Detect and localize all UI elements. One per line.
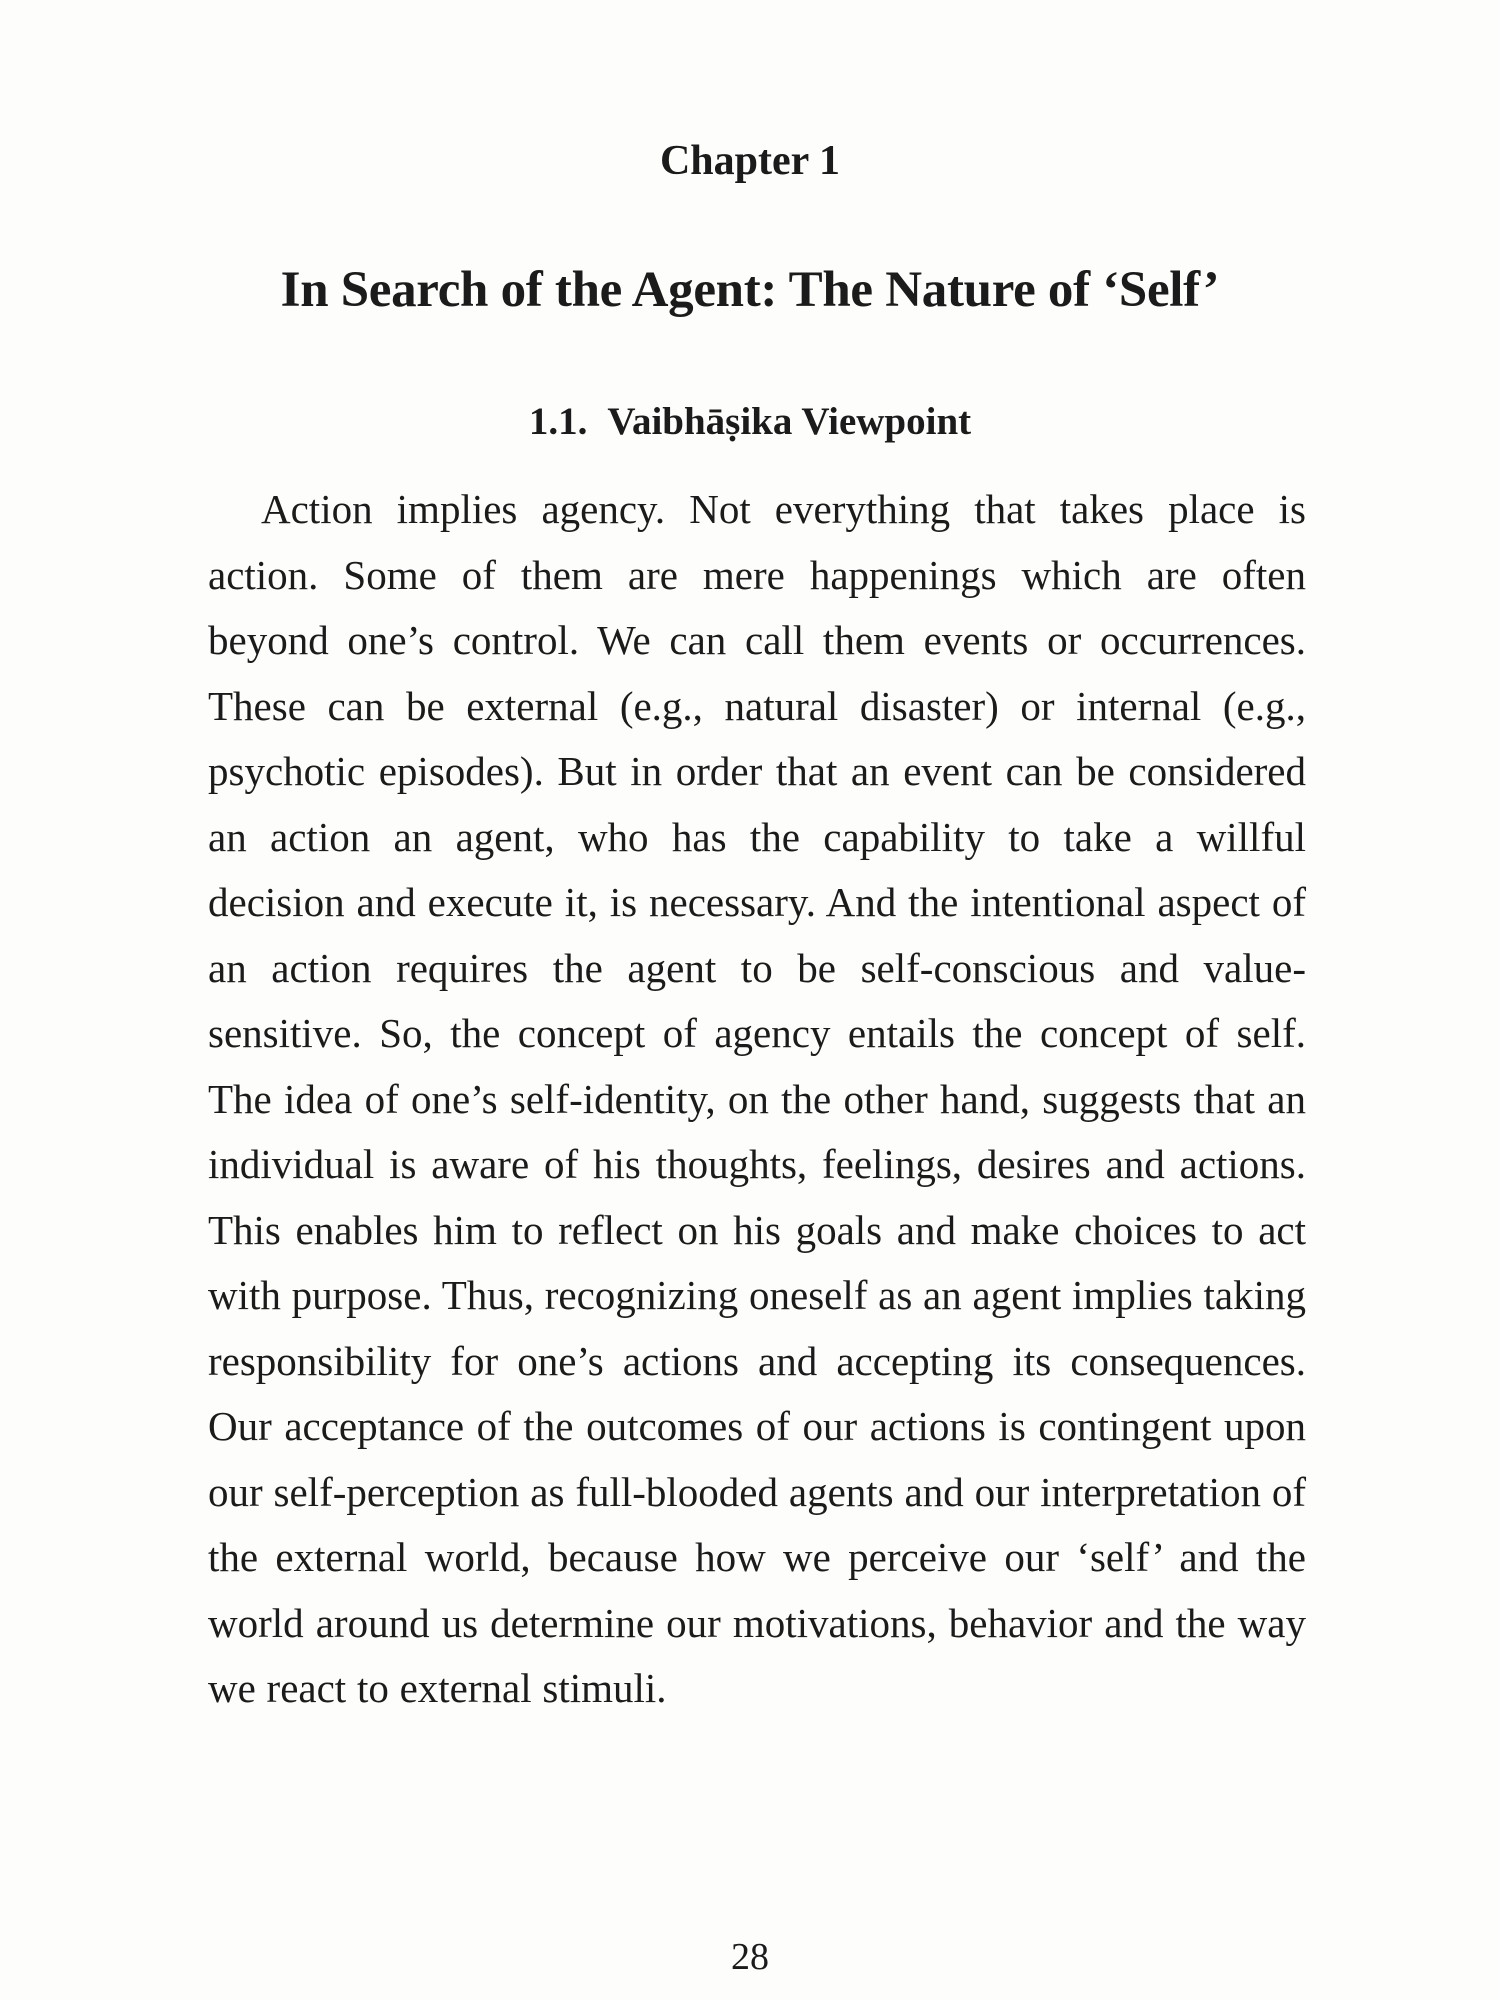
- page-number: 28: [731, 1936, 769, 1978]
- section-number: 1.1.: [528, 400, 588, 443]
- section-title: Vaibhāṣika Viewpoint: [607, 400, 972, 443]
- chapter-title: In Search of the Agent: The Nature of ‘Self’: [280, 262, 1220, 318]
- section-heading: [0, 396, 1500, 448]
- body-paragraph: Action implies agency. Not everything that takes place is action. Some of them are mere happenings which are often beyond one’s control. We can call them events or occurrences. These can be external (e.g., natural disaster) or internal (e.g., psychotic episodes). But in order that an event can be considered an action an agent, who has the capability to take a willful decision and execute it, is necessary. And the intentional aspect of an action requires the agent to be self-conscious and value-sensitive. So, the concept of agency entails the concept of self. The idea of one’s self-identity, on the other hand, suggests that an individual is aware of his thoughts, feelings, desires and actions. This enables him to reflect on his goals and make choices to act with purpose. Thus, recognizing oneself as an agent implies taking responsibility for one’s actions and accepting its consequences. Our acceptance of the outcomes of our actions is contingent upon our self-perception as full-blooded agents and our interpretation of the external world, because how we perceive our ‘self’ and the world around us determine our motivations, behavior and the way we react to external stimuli.: [208, 486, 1306, 1711]
- chapter-label: Chapter 1: [659, 138, 841, 184]
